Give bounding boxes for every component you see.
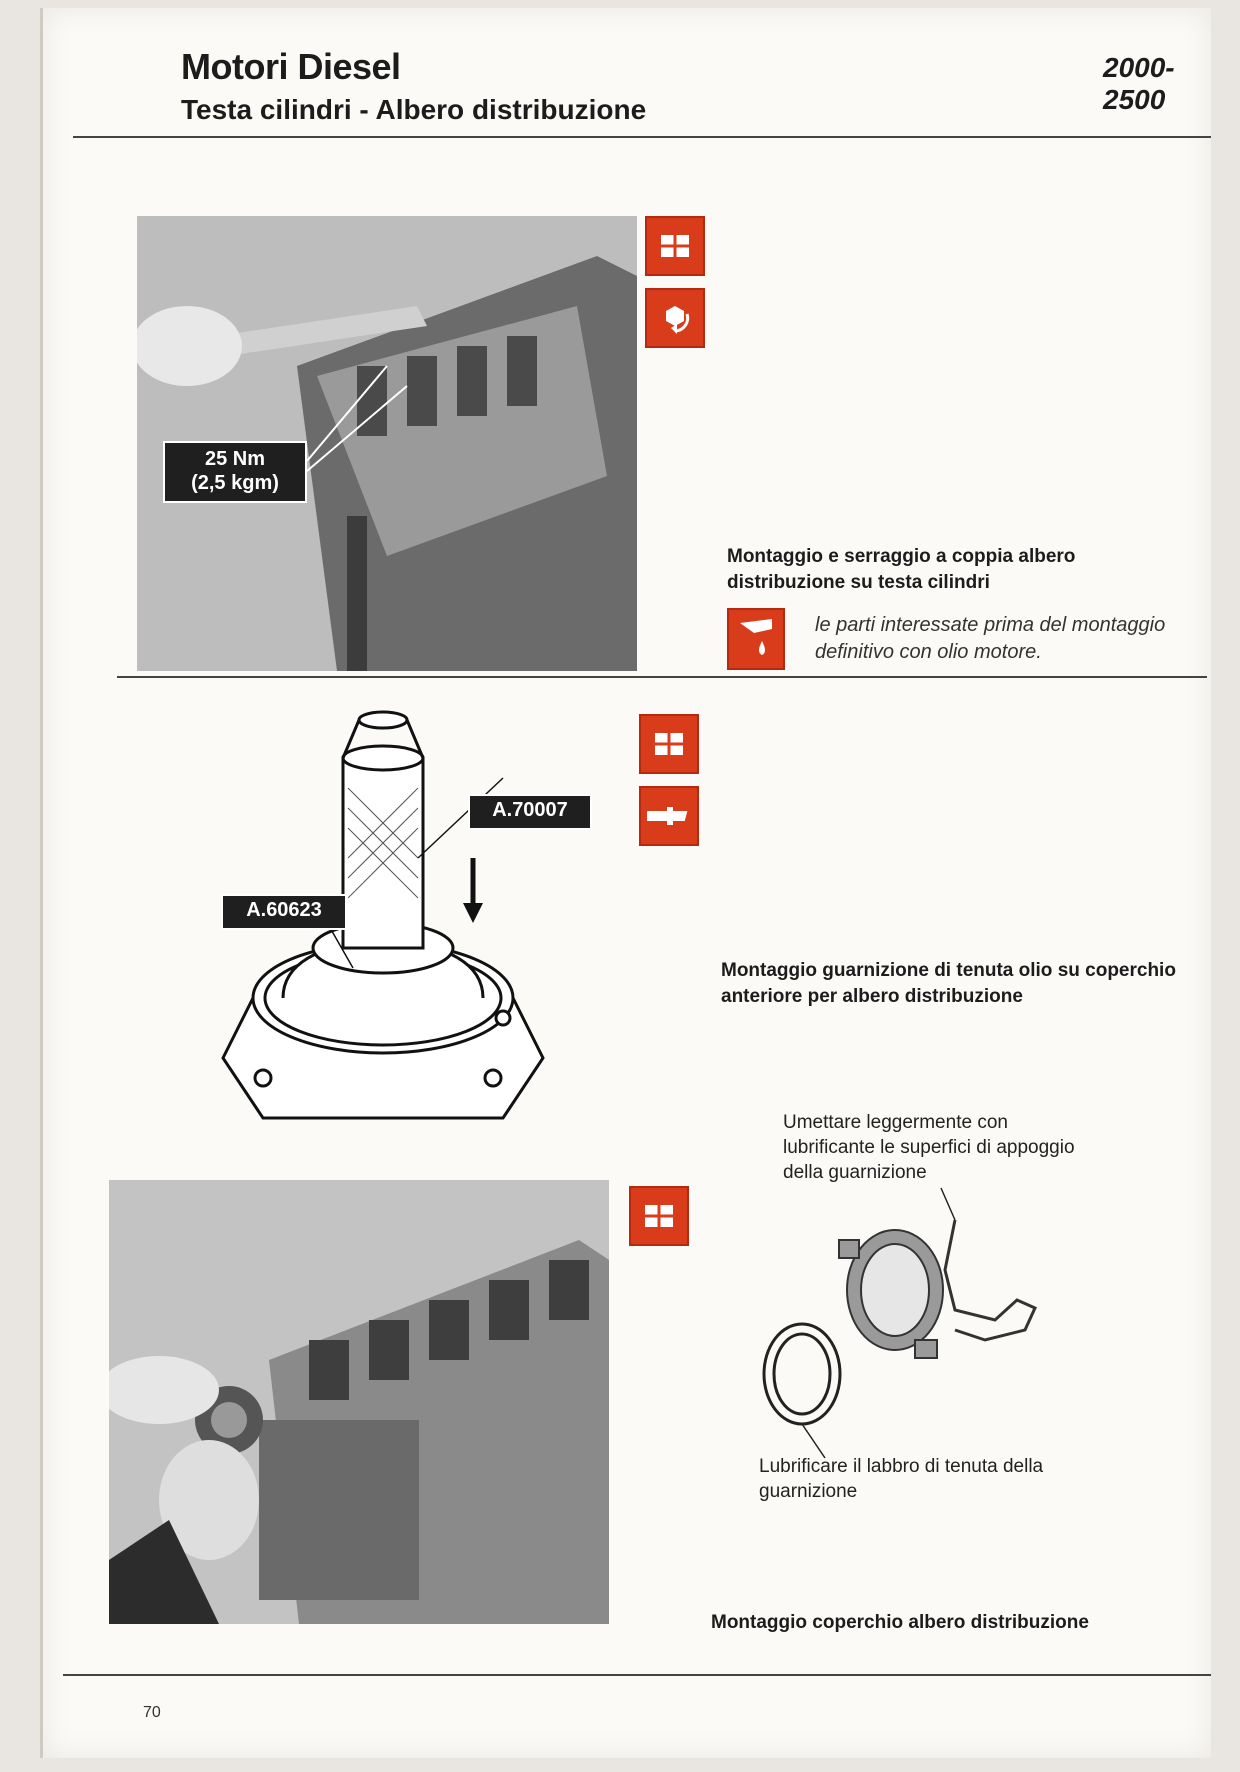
note-lip: Lubrificare il labbro di tenuta della guarnizione bbox=[759, 1456, 1044, 1502]
model-code: 2000-2500 bbox=[1103, 52, 1175, 115]
cover-exploded-diagram bbox=[755, 1180, 1115, 1470]
page-title: Motori Diesel bbox=[181, 46, 401, 87]
oil-lubricate-icon bbox=[727, 608, 785, 670]
section1-caption: Montaggio e serraggio a coppia albero distribuzione su testa cilindri bbox=[727, 546, 1076, 593]
assembly-icon bbox=[645, 216, 705, 276]
camshaft-torque-photo bbox=[137, 216, 637, 671]
torque-wrench-icon bbox=[645, 288, 705, 348]
page-number: 70 bbox=[143, 1704, 161, 1721]
tool-b-callout: A.60623 bbox=[221, 894, 347, 930]
fiat-tool-icon bbox=[639, 786, 699, 846]
assembly-icon bbox=[629, 1186, 689, 1246]
tool-a-callout: A.70007 bbox=[468, 794, 592, 830]
section3-caption: Montaggio coperchio albero distribuzione bbox=[711, 1612, 1089, 1633]
header-divider bbox=[73, 136, 1211, 138]
torque-value-kgm: (2,5 kgm) bbox=[191, 472, 279, 494]
footer-divider bbox=[63, 1674, 1211, 1676]
camshaft-cover-photo bbox=[109, 1180, 609, 1624]
section1-divider bbox=[117, 676, 1207, 678]
section2-caption: Montaggio guarnizione di tenuta olio su coperchio anteriore per albero distribuzione bbox=[721, 960, 1176, 1007]
torque-value: 25 Nm bbox=[204, 448, 266, 470]
assembly-icon bbox=[639, 714, 699, 774]
lubricate-note: le parti interessate prima del montaggio definitivo con olio motore. bbox=[815, 614, 1166, 663]
manual-page bbox=[40, 8, 1211, 1758]
seal-installer-diagram bbox=[203, 698, 568, 1138]
torque-callout bbox=[163, 441, 307, 503]
note-surfaces: Umettare leggermente con lubrificante le superfici di appoggio della guarnizione bbox=[783, 1112, 1075, 1183]
page-subtitle: Testa cilindri - Albero distribuzione bbox=[181, 94, 647, 125]
